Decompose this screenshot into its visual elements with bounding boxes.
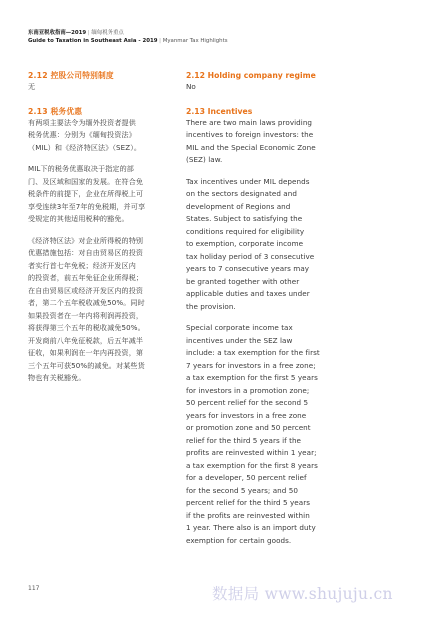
header-en-title: Guide to Taxation in Southeast Asia - 2019 xyxy=(28,38,158,44)
section-2-13-heading-en: 2.13 Incentives xyxy=(186,106,253,116)
incentives-paragraph-2-cn: MIL下的税务优惠取决于指定的部 门、及区域和国家的发展。在符合免 税条件的前提下，企业在所得税上可 享受连续3年至7年的免税期，并可享 受规定的其他适用税种的豁免。 xyxy=(28,164,146,223)
english-column xyxy=(186,70,391,547)
page-number: 117 xyxy=(28,585,40,592)
section-2-12-body-en: No xyxy=(186,82,196,91)
incentives-paragraph-3-en: Special corporate income tax incentives under the SEZ law include: a tax exemption for the first 7 years for investors in a free zone; a tax exemption for the first 5 years for investors in a promotion zone; 50 percent relief for the second 5 years for investors in a free zone or promotion zone and 50 percent relief for the third 5 years if the profits are reinvested within 1 year; a tax exemption for the first 8 years for a developer, 50 percent relief for the second 5 years; and 50 percent relief for the third 5 years if the profits are reinvested within 1 year. There also is an import duty exemption for certain goods. xyxy=(186,323,320,545)
running-header xyxy=(28,29,418,45)
section-2-12-body-cn: 无 xyxy=(28,82,36,91)
incentives-paragraph-1-cn: 有两项主要法令为缅外投资者提供 税务优惠：分别为《缅甸投资法》 （MIL）和《经济特区法》（SEZ）。 xyxy=(28,117,142,152)
watermark-logo: 数据局 www.shujuju.cn xyxy=(212,585,393,603)
header-english-line xyxy=(28,37,418,45)
header-en-subtitle: Myanmar Tax Highlights xyxy=(162,38,228,44)
incentives-paragraph-3-cn: 《经济特区法》对企业所得税的特别 优惠措施包括：对自由贸易区的投资 者实行首七年免税；经济开发区内 的投资者，前五年免征企业所得税； 在自由贸易区或经济开发区内的投资 者，第二个五年税收减免50%。同时 如果投资者在一年内将利润再投资， 将获得第三个五年的税收减免50%。 开发商前八年免征税款，后五年减半 征收，如果利润在一年内再投资，第 三个五年可获50%的减免。对某些货 物也有关税豁免。 xyxy=(28,235,145,382)
section-2-13-heading-cn: 2.13 税务优惠 xyxy=(28,106,83,116)
section-2-12-heading-cn: 2.12 控股公司特别制度 xyxy=(28,71,114,80)
header-separator: | xyxy=(159,38,161,44)
incentives-paragraph-1-en: There are two main laws providing incentives to foreign investors: the MIL and the Special Economic Zone (SEZ) law. xyxy=(186,117,316,164)
incentives-paragraph-2-en: Tax incentives under MIL depends on the sectors designated and development of Regions and States. Subject to satisfying the conditions required for eligibility to exemption, corporate income tax holiday period of 3 consecutive years to 7 consecutive years may be granted together with other applicable duties and taxes under the provision. xyxy=(186,176,315,311)
header-separator: | xyxy=(87,30,90,36)
section-2-12-heading-en: 2.12 Holding company regime xyxy=(186,71,316,80)
header-cn-subtitle: 缅甸税务重点 xyxy=(91,30,124,36)
chinese-column xyxy=(28,70,166,385)
header-chinese-line xyxy=(28,29,418,37)
header-cn-title: 东南亚税收指南—2019 xyxy=(28,30,87,36)
